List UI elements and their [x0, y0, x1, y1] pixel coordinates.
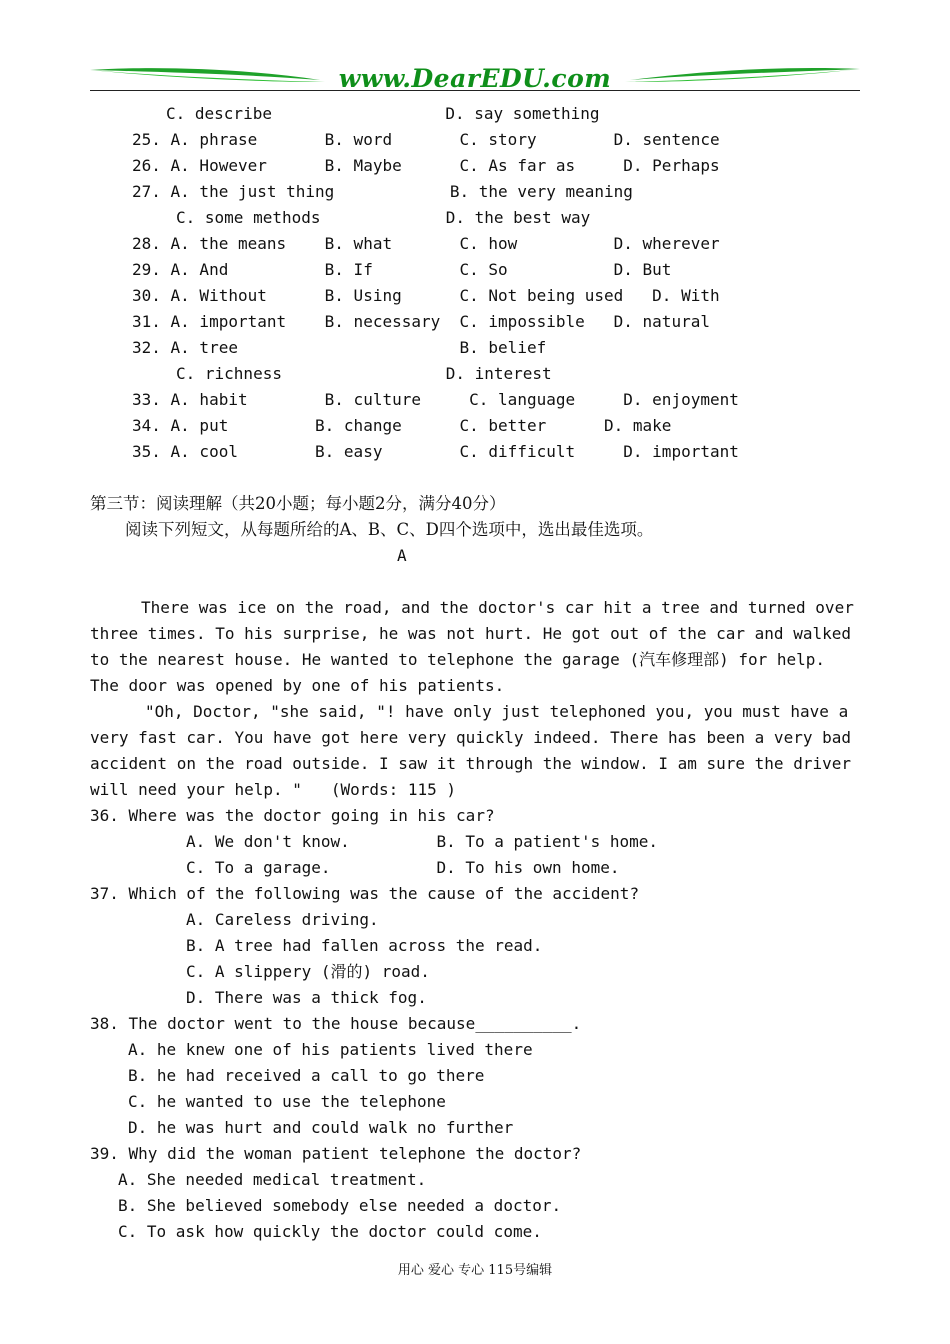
option-line: C. richness D. interest — [176, 364, 552, 383]
question-32: 32. A. tree B. belief — [132, 338, 547, 357]
passage-label: A — [397, 546, 407, 565]
question-30: 30. A. Without B. Using C. Not being used D. With — [132, 286, 720, 305]
page-footer: 用心 爱心 专心 115号编辑 — [397, 1263, 553, 1278]
question-29: 29. A. And B. If C. So D. But — [132, 260, 672, 279]
option-line: C. To a garage. D. To his own home. — [186, 858, 620, 877]
header-rule — [90, 90, 860, 91]
question-34: 34. A. put B. change C. better D. make — [132, 416, 672, 435]
question-35: 35. A. cool B. easy C. difficult D. important — [132, 442, 739, 461]
option-line: C. A slippery (滑的) road. — [186, 962, 430, 981]
passage-text: There was ice on the road, and the doctor's car hit a tree and turned over — [141, 598, 854, 617]
option-line: A. Careless driving. — [186, 910, 379, 929]
option-line: C. To ask how quickly the doctor could come. — [118, 1222, 542, 1241]
passage-text: "Oh, Doctor, "she said, "! have only just telephoned you, you must have a — [145, 702, 849, 721]
section-heading: 第三节：阅读理解（共20小题；每小题2分，满分40分） — [90, 494, 506, 513]
site-logo-text: www.DearEDU.com — [338, 64, 612, 93]
option-line: B. he had received a call to go there — [128, 1066, 485, 1085]
option-line: D. he was hurt and could walk no further — [128, 1118, 514, 1137]
option-line: B. A tree had fallen across the read. — [186, 936, 543, 955]
option-line: A. She needed medical treatment. — [118, 1170, 427, 1189]
passage-text: very fast car. You have got here very quickly indeed. There has been a very bad — [90, 728, 851, 747]
passage-text: will need your help. " (Words: 115 ) — [90, 780, 457, 799]
question-33: 33. A. habit B. culture C. language D. enjoyment — [132, 390, 739, 409]
question-28: 28. A. the means B. what C. how D. wherever — [132, 234, 720, 253]
passage-text: to the nearest house. He wanted to telephone the garage (汽车修理部) for help. — [90, 650, 826, 669]
section-instructions: 阅读下列短文，从每题所给的A、B、C、D四个选项中，选出最佳选项。 — [125, 520, 654, 539]
question-39: 39. Why did the woman patient telephone the doctor? — [90, 1144, 582, 1163]
passage-text: three times. To his surprise, he was not hurt. He got out of the car and walked — [90, 624, 851, 643]
option-line: A. We don't know. B. To a patient's home. — [186, 832, 659, 851]
passage-text: accident on the road outside. I saw it through the window. I am sure the driver — [90, 754, 851, 773]
option-line: C. some methods D. the best way — [176, 208, 591, 227]
question-26: 26. A. However B. Maybe C. As far as D. Perhaps — [132, 156, 720, 175]
question-25: 25. A. phrase B. word C. story D. sentence — [132, 130, 720, 149]
question-37: 37. Which of the following was the cause of the accident? — [90, 884, 640, 903]
option-line: B. She believed somebody else needed a doctor. — [118, 1196, 562, 1215]
question-38: 38. The doctor went to the house because__________. — [90, 1014, 582, 1033]
question-27: 27. A. the just thing B. the very meaning — [132, 182, 633, 201]
passage-text: The door was opened by one of his patients. — [90, 676, 505, 695]
option-line: A. he knew one of his patients lived there — [128, 1040, 533, 1059]
question-31: 31. A. important B. necessary C. impossible D. natural — [132, 312, 710, 331]
option-line: C. he wanted to use the telephone — [128, 1092, 446, 1111]
option-line: C. describe D. say something — [166, 104, 600, 123]
question-36: 36. Where was the doctor going in his car? — [90, 806, 495, 825]
option-line: D. There was a thick fog. — [186, 988, 427, 1007]
